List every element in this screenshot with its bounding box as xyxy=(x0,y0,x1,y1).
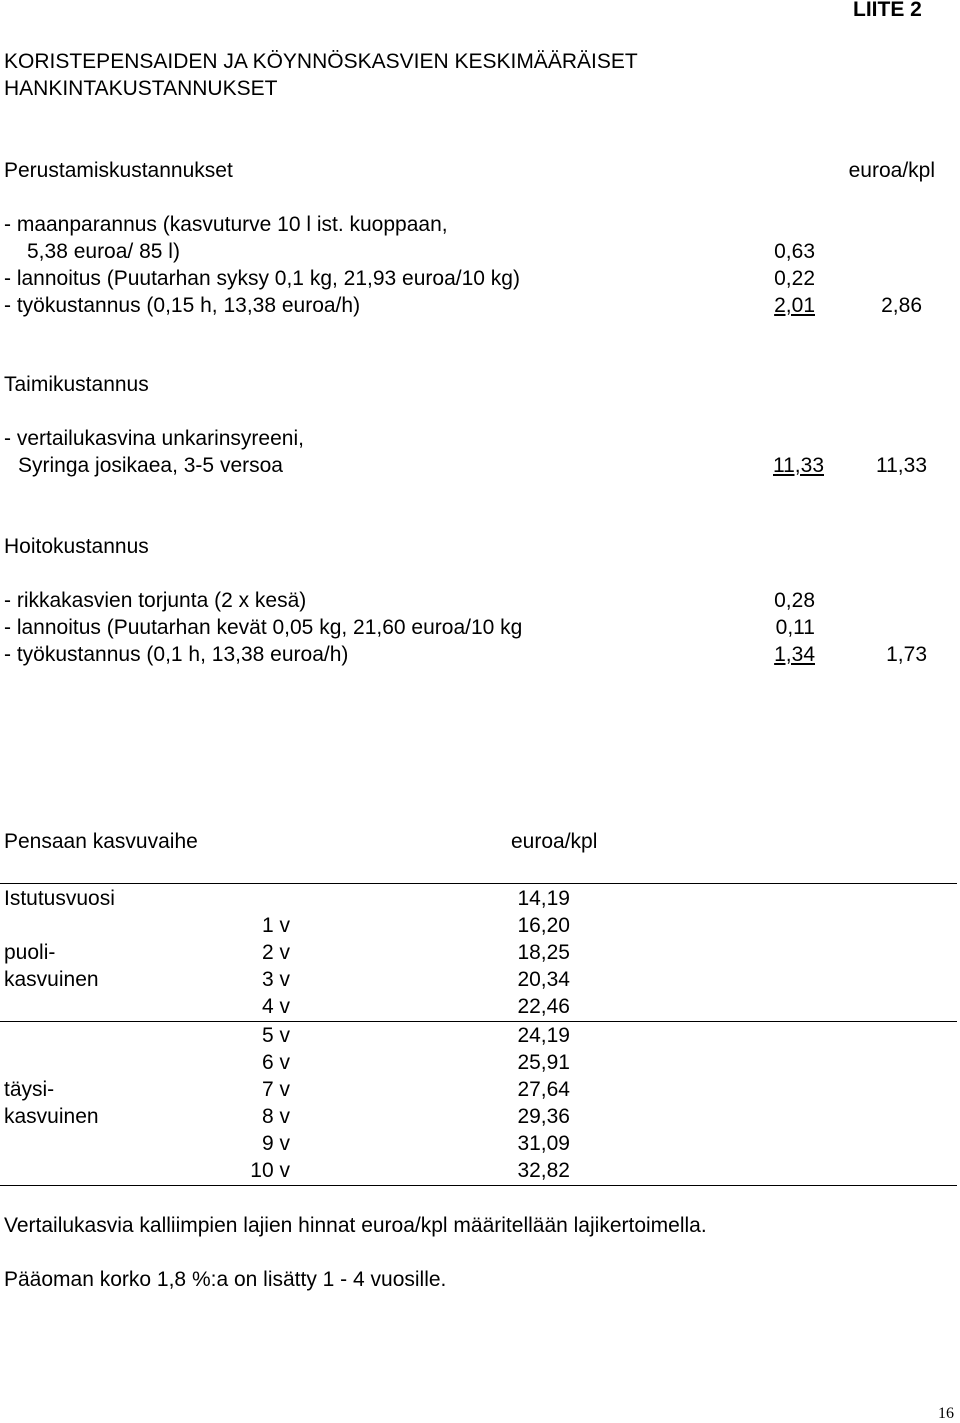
maintenance-item-label: - työkustannus (0,1 h, 13,38 euroa/h) xyxy=(4,643,349,666)
establishment-item-label: 5,38 euroa/ 85 l) xyxy=(27,240,180,263)
stage-value: 16,20 xyxy=(517,914,570,937)
plant-cost-total: 11,33 xyxy=(876,454,927,477)
planting-year-label: Istutusvuosi xyxy=(4,887,115,910)
plant-cost-line-2: Syringa josikaea, 3-5 versoa xyxy=(18,454,283,477)
plant-cost-line-1: - vertailukasvina unkarinsyreeni, xyxy=(4,427,304,450)
stage-value: 18,25 xyxy=(517,941,570,964)
maintenance-item-label: - rikkakasvien torjunta (2 x kesä) xyxy=(4,589,307,612)
stage-year: 6 v xyxy=(261,1051,290,1074)
stage-value: 27,64 xyxy=(517,1078,570,1101)
maintenance-total: 1,73 xyxy=(886,643,927,666)
stage-year: 8 v xyxy=(261,1105,290,1128)
maintenance-item-value: 0,11 xyxy=(775,616,815,639)
fully-grown-label: täysi- xyxy=(4,1078,55,1101)
fully-grown-label: kasvuinen xyxy=(4,1105,99,1128)
stage-year: 7 v xyxy=(261,1078,290,1101)
table-rule xyxy=(0,1185,957,1186)
stage-year: 2 v xyxy=(261,941,290,964)
stage-value: 29,36 xyxy=(517,1105,570,1128)
stage-value: 32,82 xyxy=(517,1159,570,1182)
stage-value: 20,34 xyxy=(517,968,570,991)
table-rule xyxy=(0,1021,957,1022)
stage-table-header-stage: Pensaan kasvuvaihe xyxy=(4,830,198,853)
stage-year: 3 v xyxy=(261,968,290,991)
maintenance-item-value: 0,28 xyxy=(774,589,815,612)
establishment-unit: euroa/kpl xyxy=(848,159,935,182)
establishment-item-label: - työkustannus (0,15 h, 13,38 euroa/h) xyxy=(4,294,361,317)
establishment-heading: Perustamiskustannukset xyxy=(4,159,233,182)
establishment-item-value: 0,63 xyxy=(774,240,815,263)
maintenance-item-label: - lannoitus (Puutarhan kevät 0,05 kg, 21,60 euroa/10 kg xyxy=(4,616,523,639)
half-grown-label: puoli- xyxy=(4,941,56,964)
table-rule xyxy=(0,883,957,884)
stage-table-header-unit: euroa/kpl xyxy=(511,830,598,853)
establishment-item-value: 0,22 xyxy=(774,267,815,290)
maintenance-item-value: 1,34 xyxy=(774,643,815,666)
maintenance-heading: Hoitokustannus xyxy=(4,535,149,558)
planting-year-value: 14,19 xyxy=(517,887,570,910)
establishment-total: 2,86 xyxy=(881,294,922,317)
stage-year: 5 v xyxy=(261,1024,290,1047)
stage-value: 24,19 xyxy=(517,1024,570,1047)
plant-cost-value: 11,33 xyxy=(773,454,824,477)
note-species-coefficient: Vertailukasvia kalliimpien lajien hinnat euroa/kpl määritellään lajikertoimella. xyxy=(4,1214,707,1237)
establishment-item-label: - lannoitus (Puutarhan syksy 0,1 kg, 21,93 euroa/10 kg) xyxy=(4,267,520,290)
establishment-item-value: 2,01 xyxy=(774,294,815,317)
plant-cost-heading: Taimikustannus xyxy=(4,373,149,396)
note-interest: Pääoman korko 1,8 %:a on lisätty 1 - 4 vuosille. xyxy=(4,1268,447,1291)
appendix-label: LIITE 2 xyxy=(853,0,922,21)
half-grown-label: kasvuinen xyxy=(4,968,99,991)
stage-year: 4 v xyxy=(261,995,290,1018)
title-line-2: HANKINTAKUSTANNUKSET xyxy=(4,77,278,100)
establishment-item-label: - maanparannus (kasvuturve 10 l ist. kuoppaan, xyxy=(4,213,448,236)
stage-year: 1 v xyxy=(261,914,290,937)
stage-value: 25,91 xyxy=(517,1051,570,1074)
stage-year: 10 v xyxy=(250,1159,290,1182)
title-line-1: KORISTEPENSAIDEN JA KÖYNNÖSKASVIEN KESKIMÄÄRÄISET xyxy=(4,50,638,73)
stage-value: 22,46 xyxy=(517,995,570,1018)
stage-value: 31,09 xyxy=(517,1132,570,1155)
page-number: 16 xyxy=(938,1405,954,1422)
stage-year: 9 v xyxy=(261,1132,290,1155)
